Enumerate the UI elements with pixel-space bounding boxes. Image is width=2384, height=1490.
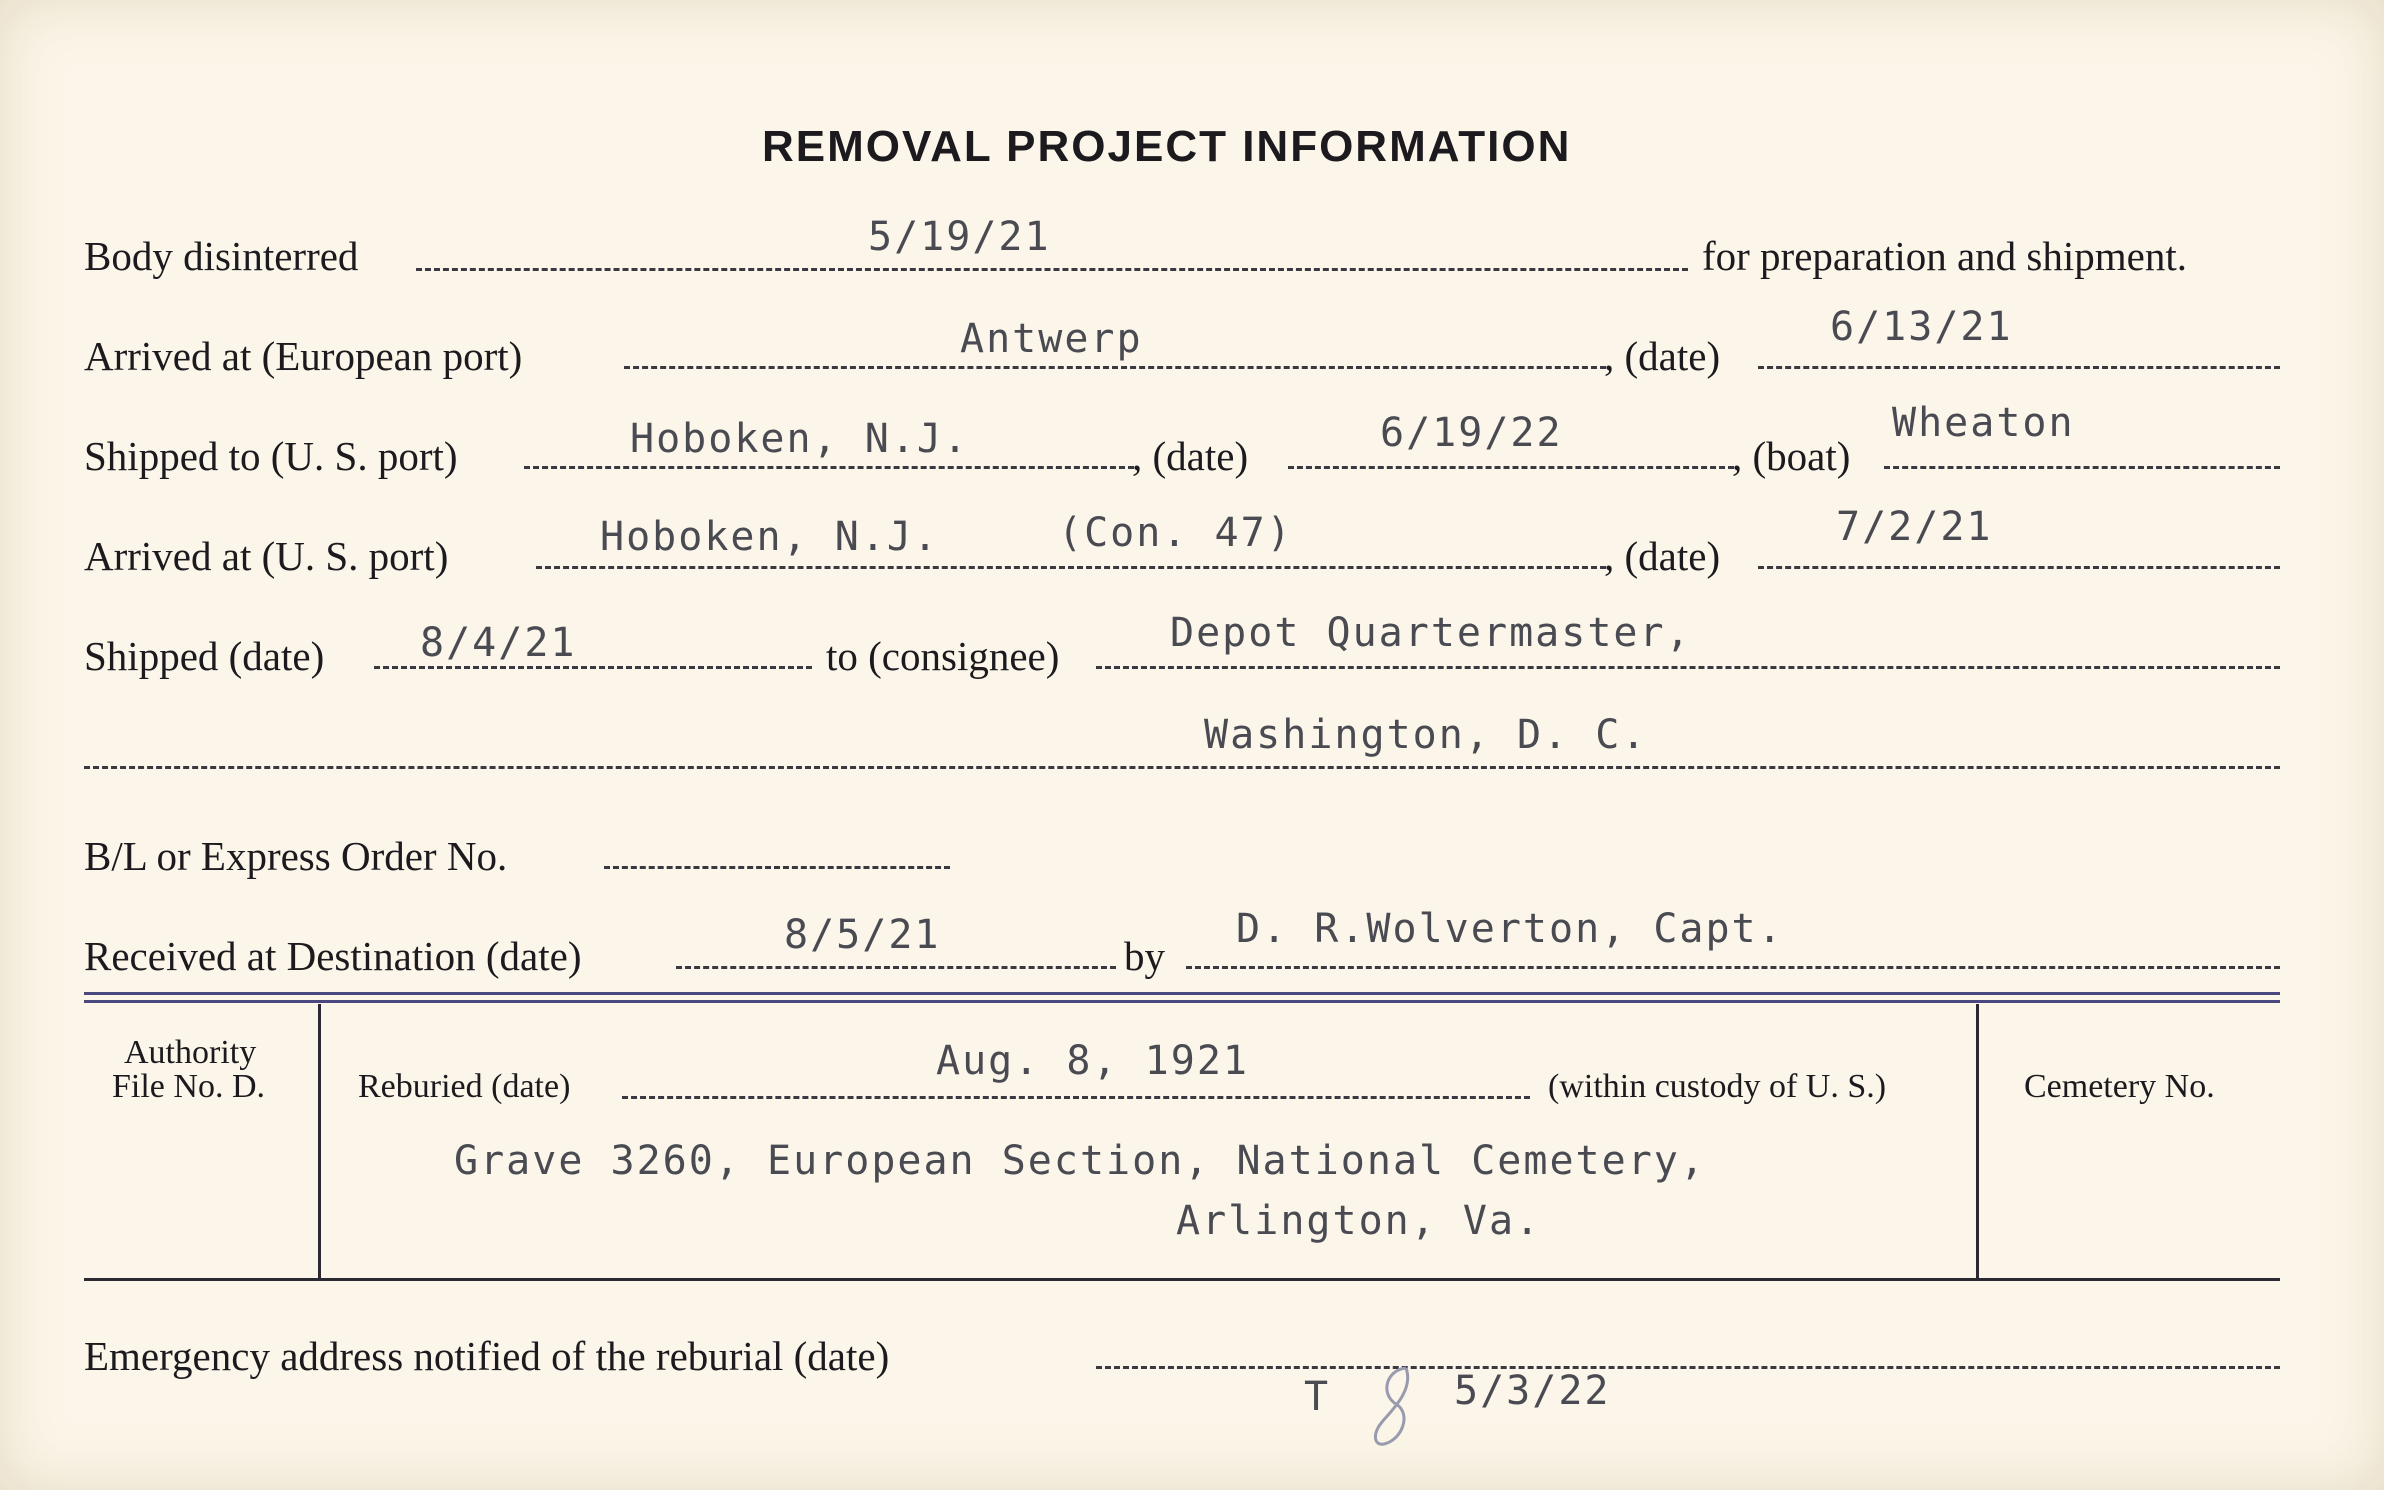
arrived-us-date: 7/2/21 xyxy=(1836,504,1993,550)
body-disinterred-date: 5/19/21 xyxy=(868,214,1051,260)
cemetery-no-label: Cemetery No. xyxy=(2024,1068,2215,1105)
shipped-us-label: Shipped to (U. S. port) xyxy=(84,433,458,479)
grid-bottom-rule xyxy=(84,1278,2280,1281)
consignee-line-1 xyxy=(1096,666,2280,669)
shipped-us-date: 6/19/22 xyxy=(1380,410,1563,456)
emergency-label: Emergency address notified of the reburial (date) xyxy=(84,1333,890,1379)
shipped-us-date-label: , (date) xyxy=(1132,433,1249,479)
reburied-date: Aug. 8, 1921 xyxy=(936,1038,1249,1084)
arrived-european-label: Arrived at (European port) xyxy=(84,333,523,379)
received-label: Received at Destination (date) xyxy=(84,933,582,979)
shipped-us-boat: Wheaton xyxy=(1892,400,2075,446)
shipped-us-date-line xyxy=(1288,466,1734,469)
arrived-us-date-line xyxy=(1758,566,2280,569)
bl-order-line xyxy=(604,866,950,869)
received-date: 8/5/21 xyxy=(784,912,941,958)
body-disinterred-label: Body disinterred xyxy=(84,233,359,279)
arrived-us-date-label: , (date) xyxy=(1604,533,1721,579)
arrived-european-date: 6/13/21 xyxy=(1830,304,2013,350)
consignee-city: Washington, D. C. xyxy=(1204,712,1648,758)
received-by-line xyxy=(1186,966,2280,969)
arrived-european-date-label: , (date) xyxy=(1604,333,1721,379)
emergency-stamp-letter: T xyxy=(1304,1374,1331,1420)
arrived-us-port-line xyxy=(536,566,1606,569)
received-by-label: by xyxy=(1124,933,1165,979)
reburied-date-line xyxy=(622,1096,1530,1099)
bl-order-label: B/L or Express Order No. xyxy=(84,833,508,879)
consignee-name: Depot Quartermaster, xyxy=(1170,610,1692,656)
shipped-date-line xyxy=(374,666,812,669)
shipped-date-label: Shipped (date) xyxy=(84,633,325,679)
double-rule-bottom xyxy=(84,1000,2280,1003)
received-by: D. R.Wolverton, Capt. xyxy=(1236,906,1784,952)
reburied-label: Reburied (date) xyxy=(358,1068,571,1105)
arrived-european-port: Antwerp xyxy=(960,316,1143,362)
shipped-date: 8/4/21 xyxy=(420,620,577,666)
arrived-us-port: Hoboken, N.J. xyxy=(600,514,940,560)
emergency-date-line xyxy=(1096,1366,2280,1369)
shipped-us-boat-line xyxy=(1884,466,2280,469)
grave-location-line-1: Grave 3260, European Section, National Cemetery, xyxy=(454,1138,1706,1184)
emergency-date: 5/3/22 xyxy=(1454,1368,1611,1414)
grid-divider-right xyxy=(1976,1004,1979,1278)
arrived-us-con: (Con. 47) xyxy=(1058,510,1293,556)
card-title: REMOVAL PROJECT INFORMATION xyxy=(762,122,1572,171)
body-disinterred-line xyxy=(416,268,1688,271)
shipped-us-port: Hoboken, N.J. xyxy=(630,416,970,462)
grave-location-line-2: Arlington, Va. xyxy=(1176,1198,1542,1244)
arrived-european-port-line xyxy=(624,366,1606,369)
body-disinterred-suffix: for preparation and shipment. xyxy=(1702,233,2188,279)
authority-line-1: Authority xyxy=(124,1034,257,1071)
authority-line-2: File No. D. xyxy=(112,1068,265,1105)
arrived-european-date-line xyxy=(1758,366,2280,369)
shipped-us-boat-label: , (boat) xyxy=(1732,433,1851,479)
arrived-us-label: Arrived at (U. S. port) xyxy=(84,533,449,579)
pencil-mark-icon xyxy=(1366,1360,1426,1450)
shipped-us-port-line xyxy=(524,466,1134,469)
received-date-line xyxy=(676,966,1116,969)
consignee-label: to (consignee) xyxy=(826,633,1060,679)
grid-divider-left xyxy=(318,1004,321,1278)
double-rule-top xyxy=(84,992,2280,995)
consignee-line-2 xyxy=(84,766,2280,769)
reburied-suffix: (within custody of U. S.) xyxy=(1548,1068,1887,1105)
